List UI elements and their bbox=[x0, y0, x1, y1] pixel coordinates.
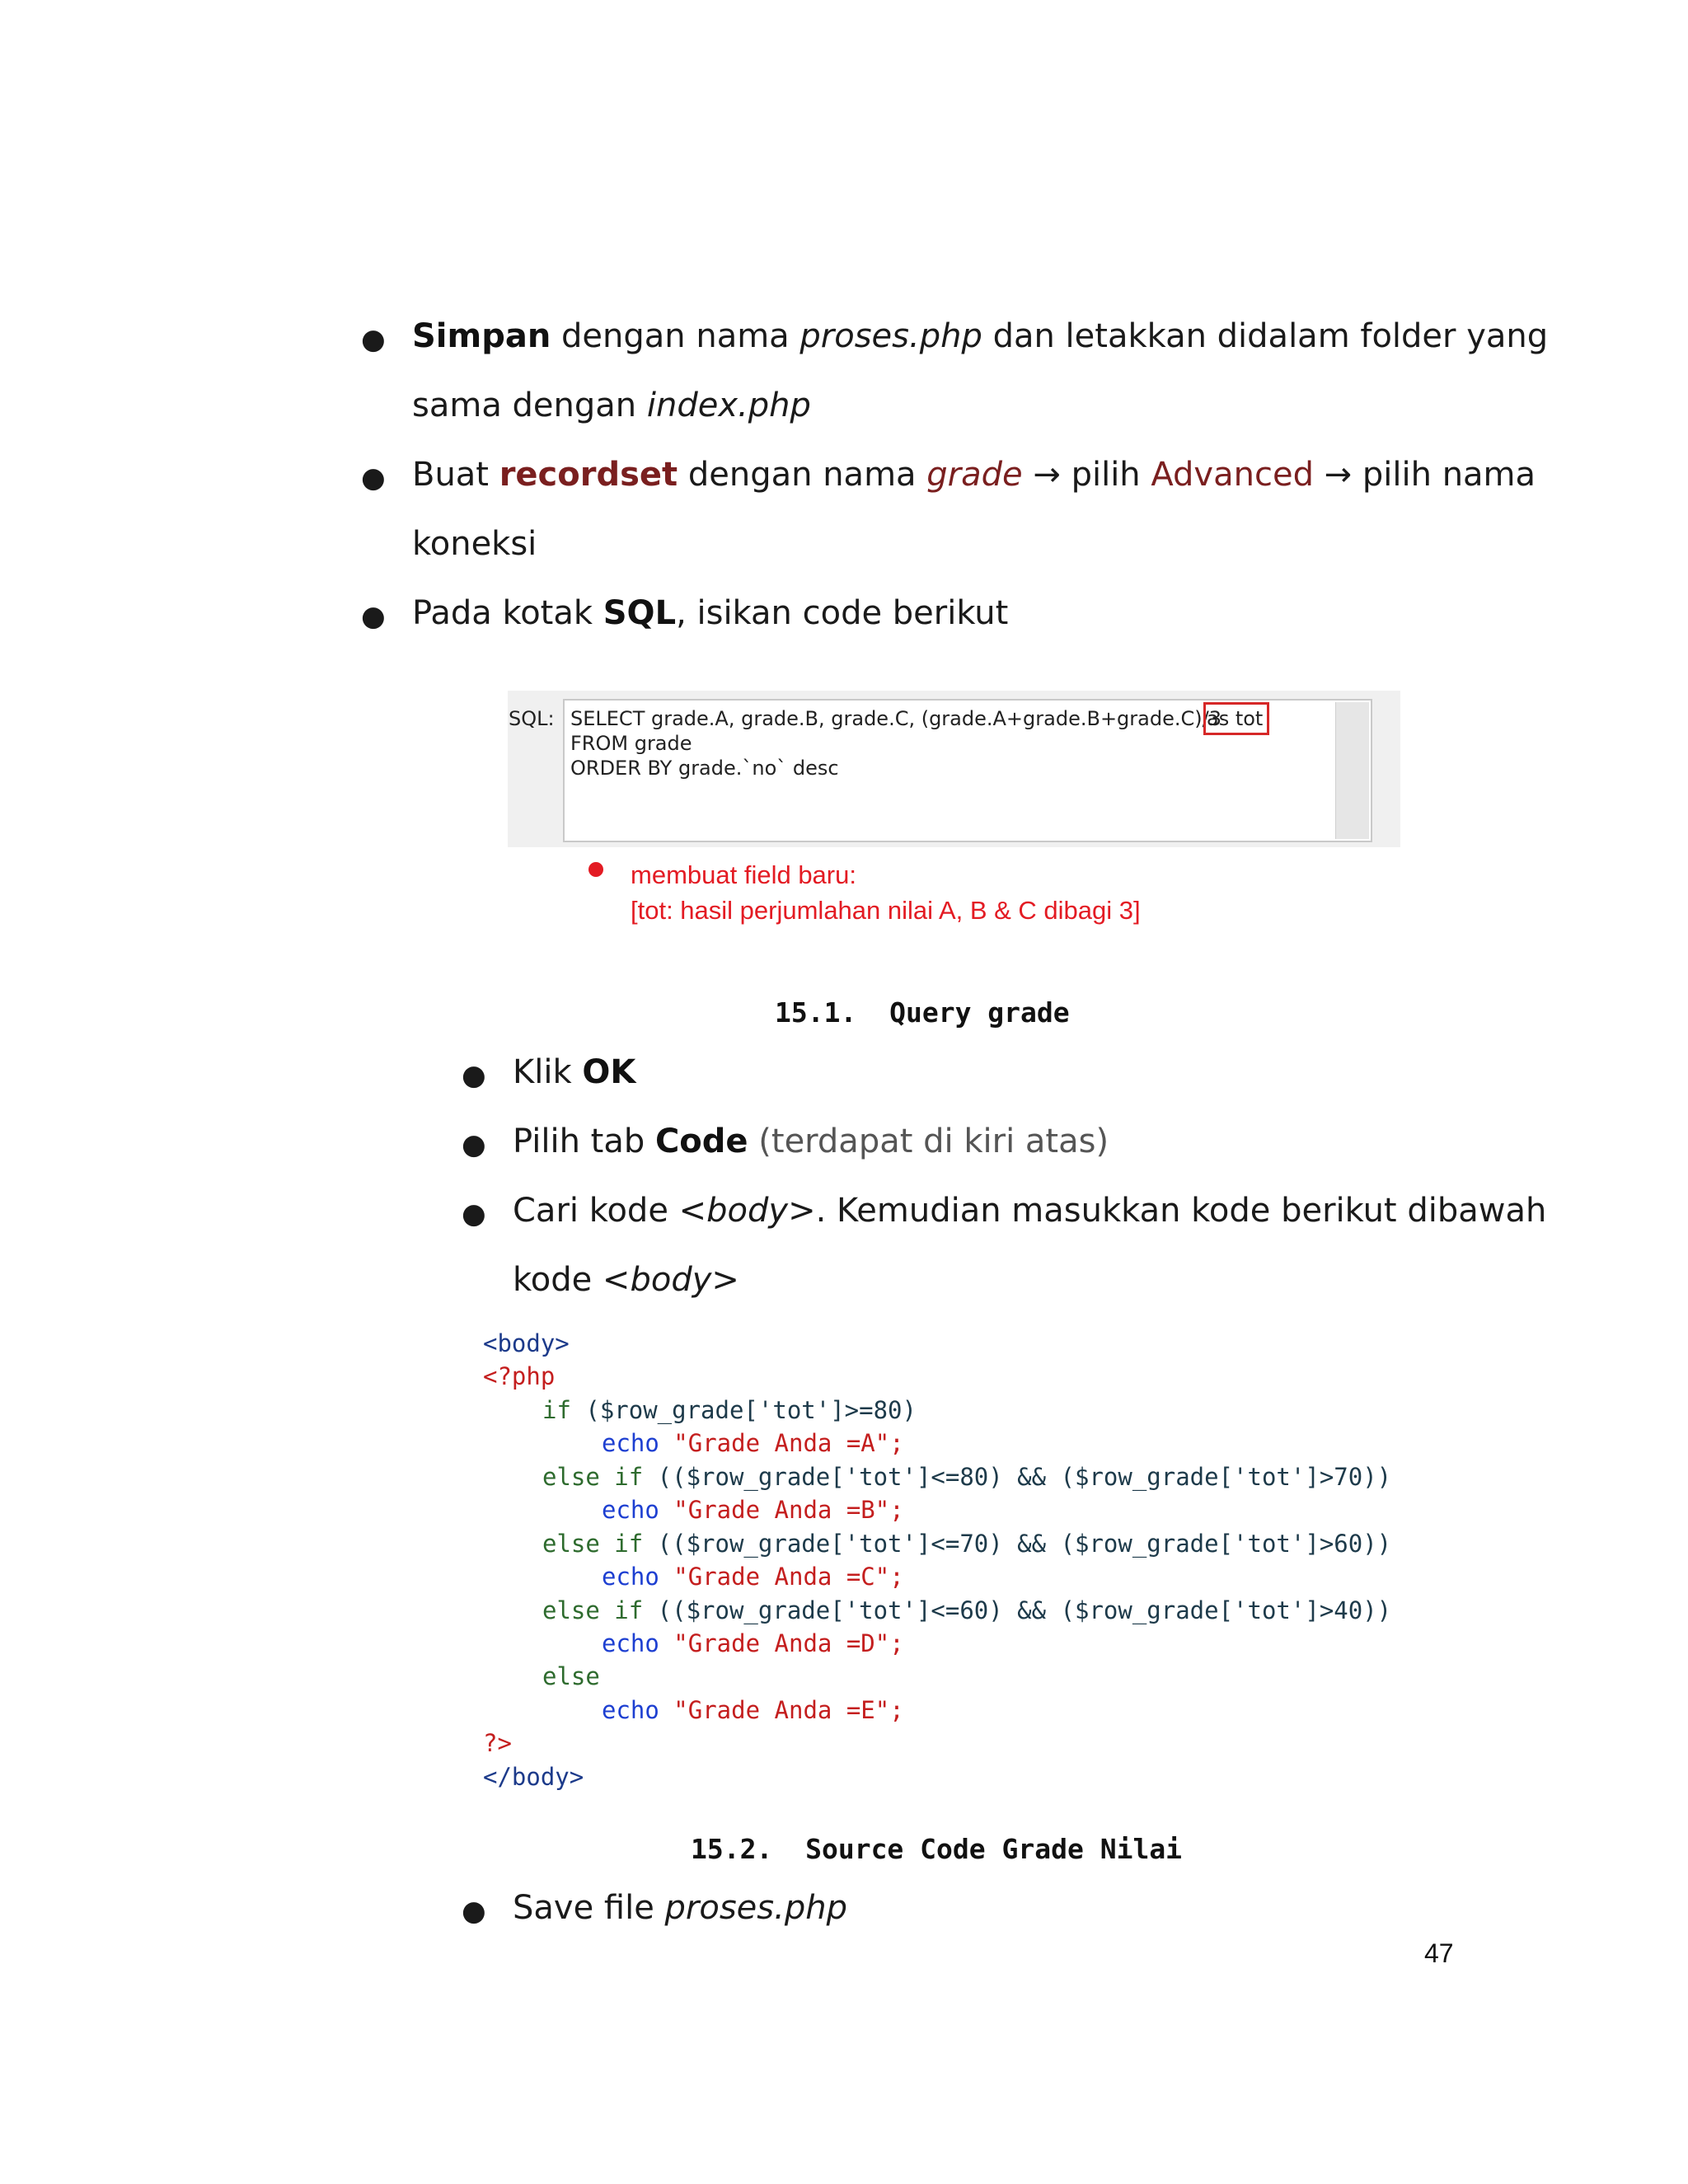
code-line bbox=[602, 1498, 904, 1522]
bold-text: recordset bbox=[499, 456, 678, 494]
text: sama dengan bbox=[412, 387, 647, 424]
bullet-dot: ● bbox=[462, 1128, 486, 1161]
bullet-cari-kode bbox=[513, 1192, 1547, 1230]
code-condition: (($row_grade['tot']<=80) && ($row_grade['tot']>70)) bbox=[643, 1463, 1392, 1491]
bullet-sql bbox=[412, 594, 1009, 632]
bullet-recordset bbox=[412, 456, 1536, 494]
caption-text: Query grade bbox=[889, 996, 1070, 1029]
bullet-simpan-cont bbox=[412, 389, 811, 422]
italic-text: grade bbox=[926, 456, 1023, 494]
italic-text: body bbox=[706, 1192, 789, 1230]
text: Klik bbox=[513, 1053, 583, 1091]
code-keyword: if bbox=[542, 1396, 571, 1424]
code-line bbox=[602, 1565, 904, 1589]
code-keyword: echo bbox=[602, 1696, 659, 1724]
caption-text: Source Code Grade Nilai bbox=[805, 1833, 1183, 1865]
note-line: membuat field baru: bbox=[631, 860, 856, 889]
text: kode < bbox=[513, 1261, 631, 1299]
scrollbar[interactable] bbox=[1335, 702, 1369, 839]
bullet-dot: ● bbox=[462, 1197, 486, 1230]
code-line bbox=[483, 1329, 570, 1357]
bold-text: OK bbox=[582, 1053, 636, 1091]
sql-line: FROM grade bbox=[570, 732, 692, 755]
code-string: "Grade Anda =A"; bbox=[659, 1429, 904, 1457]
code-string: "Grade Anda =D"; bbox=[659, 1629, 904, 1657]
code-line bbox=[542, 1465, 1391, 1489]
text: dengan nama bbox=[551, 317, 800, 355]
bullet-dot: ● bbox=[462, 1059, 486, 1092]
code-line bbox=[542, 1662, 600, 1690]
bullet-cari-kode-cont bbox=[513, 1261, 739, 1299]
text: > bbox=[711, 1261, 739, 1299]
text: → pilih nama bbox=[1313, 456, 1536, 494]
text: dan letakkan didalam folder yang bbox=[982, 317, 1549, 355]
filename: proses.php bbox=[664, 1889, 847, 1927]
code-line bbox=[602, 1629, 904, 1657]
page-number: 47 bbox=[1424, 1938, 1454, 1968]
bullet-klik-ok bbox=[513, 1053, 636, 1091]
code-line bbox=[542, 1532, 1391, 1556]
bullet-save-file bbox=[513, 1889, 847, 1927]
code-php-open: <?php bbox=[483, 1362, 556, 1390]
gray-text: (terdapat di kiri atas) bbox=[748, 1122, 1109, 1160]
code-line bbox=[542, 1596, 1392, 1624]
filename: proses.php bbox=[799, 317, 982, 355]
note-line: [tot: hasil perjumlahan nilai A, B & C dibagi 3] bbox=[631, 896, 1141, 925]
text: Pada kotak bbox=[412, 594, 603, 632]
code-condition: (($row_grade['tot']<=60) && ($row_grade['tot']>40)) bbox=[643, 1596, 1392, 1624]
bold-text: Simpan bbox=[412, 317, 551, 355]
bullet-pilih-tab bbox=[513, 1122, 1109, 1160]
code-condition: (($row_grade['tot']<=70) && ($row_grade['tot']>60)) bbox=[643, 1530, 1392, 1558]
sql-line: SELECT grade.A, grade.B, grade.C, (grade.A+grade.B+grade.C)/3 bbox=[570, 707, 1221, 730]
figure-caption bbox=[775, 996, 1070, 1029]
bullet-dot: ● bbox=[361, 600, 386, 633]
sql-label: SQL: bbox=[509, 707, 555, 730]
code-string: "Grade Anda =B"; bbox=[659, 1496, 904, 1524]
code-keyword: else bbox=[542, 1662, 600, 1690]
bold-text: Code bbox=[654, 1122, 748, 1160]
text: koneksi bbox=[412, 525, 537, 563]
code-keyword: echo bbox=[602, 1563, 659, 1591]
filename: index.php bbox=[646, 387, 811, 424]
code-keyword: echo bbox=[602, 1629, 659, 1657]
code-tag: </body> bbox=[483, 1763, 584, 1791]
code-tag: <body> bbox=[483, 1329, 570, 1357]
code-line bbox=[602, 1429, 904, 1457]
code-keyword: else if bbox=[542, 1530, 644, 1558]
caption-number: 15.2. bbox=[691, 1833, 773, 1865]
code-keyword: else if bbox=[542, 1596, 644, 1624]
code-line bbox=[483, 1729, 512, 1757]
text: , isikan code berikut bbox=[676, 594, 1009, 632]
text: Buat bbox=[412, 456, 499, 494]
text: Pilih tab bbox=[513, 1122, 655, 1160]
code-line bbox=[483, 1765, 584, 1789]
sql-line: ORDER BY grade.`no` desc bbox=[570, 757, 839, 780]
bullet-dot: ● bbox=[462, 1895, 486, 1928]
code-string: "Grade Anda =C"; bbox=[659, 1563, 904, 1591]
text: → pilih bbox=[1022, 456, 1151, 494]
text: Cari kode < bbox=[513, 1192, 707, 1230]
code-string: "Grade Anda =E"; bbox=[659, 1696, 904, 1724]
text: dengan nama bbox=[678, 456, 927, 494]
advanced-text: Advanced bbox=[1151, 456, 1314, 494]
code-keyword: echo bbox=[602, 1429, 659, 1457]
code-keyword: echo bbox=[602, 1496, 659, 1524]
code-keyword: else if bbox=[542, 1463, 644, 1491]
bullet-dot: ● bbox=[361, 462, 386, 494]
note-bullet bbox=[588, 862, 603, 877]
code-line bbox=[483, 1362, 556, 1390]
text: Save file bbox=[513, 1889, 665, 1927]
caption-number: 15.1. bbox=[775, 996, 857, 1029]
sql-highlight-text: as tot bbox=[1207, 707, 1264, 730]
bullet-simpan bbox=[412, 317, 1549, 355]
code-php-close: ?> bbox=[483, 1729, 512, 1757]
bullet-dot: ● bbox=[361, 323, 386, 356]
bullet-recordset-cont bbox=[412, 525, 537, 563]
text: >. Kemudian masukkan kode berikut dibawah bbox=[788, 1192, 1547, 1230]
code-line bbox=[602, 1696, 904, 1724]
code-condition: ($row_grade['tot']>=80) bbox=[570, 1396, 917, 1424]
italic-text: body bbox=[630, 1261, 712, 1299]
code-line bbox=[542, 1396, 917, 1424]
bold-text: SQL bbox=[603, 594, 677, 632]
figure-caption bbox=[691, 1833, 1182, 1865]
